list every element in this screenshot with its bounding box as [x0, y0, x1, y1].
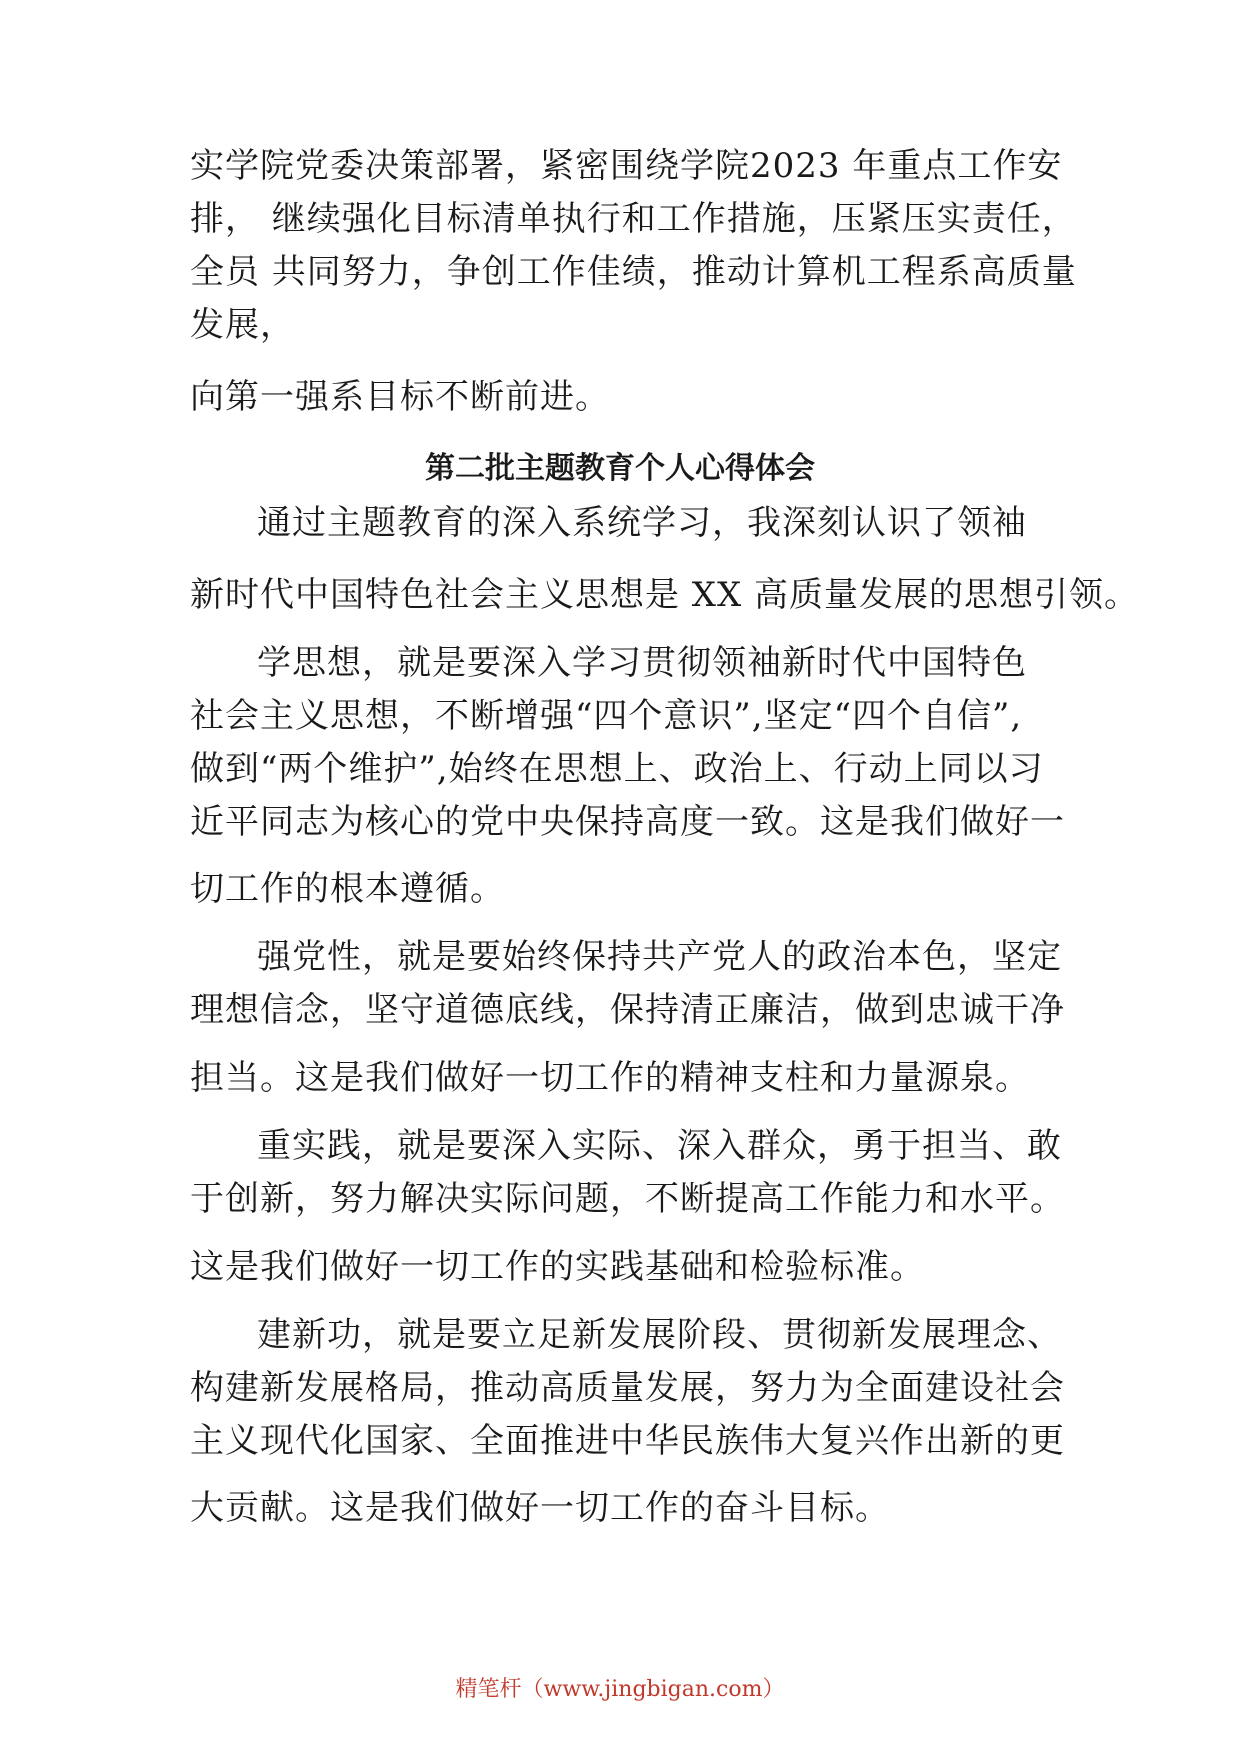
body-line: 担当。这是我们做好一切工作的精神支柱和力量源泉。	[190, 1058, 1030, 1098]
footer-watermark-link[interactable]: 精笔杆（www.jingbigan.com）	[455, 1677, 785, 1702]
body-line: 切工作的根本遵循。	[190, 869, 505, 909]
body-line: 学思想，就是要深入学习贯彻领袖新时代中国特色	[257, 643, 1027, 683]
body-line: 社会主义思想，不断增强“四个意识”,坚定“四个自信”,	[190, 696, 1023, 736]
body-line: 实学院党委决策部署，紧密围绕学院2023 年重点工作安	[190, 146, 1063, 186]
body-line: 全员 共同努力，争创工作佳绩，推动计算机工程系高质量	[190, 252, 1077, 292]
body-line: 构建新发展格局，推动高质量发展，努力为全面建设社会	[190, 1368, 1065, 1408]
body-line: 主义现代化国家、全面推进中华民族伟大复兴作出新的更	[190, 1421, 1065, 1461]
body-line: 近平同志为核心的党中央保持高度一致。这是我们做好一	[190, 802, 1065, 842]
document-title: 第二批主题教育个人心得体会	[425, 451, 815, 486]
body-line: 重实践，就是要深入实际、深入群众，勇于担当、敢	[257, 1126, 1062, 1166]
body-line: 向第一强系目标不断前进。	[190, 377, 610, 417]
body-line: 大贡献。这是我们做好一切工作的奋斗目标。	[190, 1488, 890, 1528]
body-line: 做到“两个维护”,始终在思想上、政治上、行动上同以习	[190, 749, 1044, 789]
body-line: 发展，	[190, 305, 295, 345]
body-line: 强党性，就是要始终保持共产党人的政治本色，坚定	[257, 937, 1062, 977]
body-line: 新时代中国特色社会主义思想是 XX 高质量发展的思想引领。	[190, 575, 1140, 615]
body-line: 理想信念，坚守道德底线，保持清正廉洁，做到忠诚干净	[190, 990, 1065, 1030]
body-line: 于创新，努力解决实际问题，不断提高工作能力和水平。	[190, 1179, 1065, 1219]
body-line: 这是我们做好一切工作的实践基础和检验标准。	[190, 1247, 925, 1287]
body-line: 建新功，就是要立足新发展阶段、贯彻新发展理念、	[257, 1315, 1062, 1355]
body-line: 通过主题教育的深入系统学习，我深刻认识了领袖	[257, 503, 1027, 543]
body-line: 排， 继续强化目标清单执行和工作措施，压紧压实责任，	[190, 199, 1077, 239]
